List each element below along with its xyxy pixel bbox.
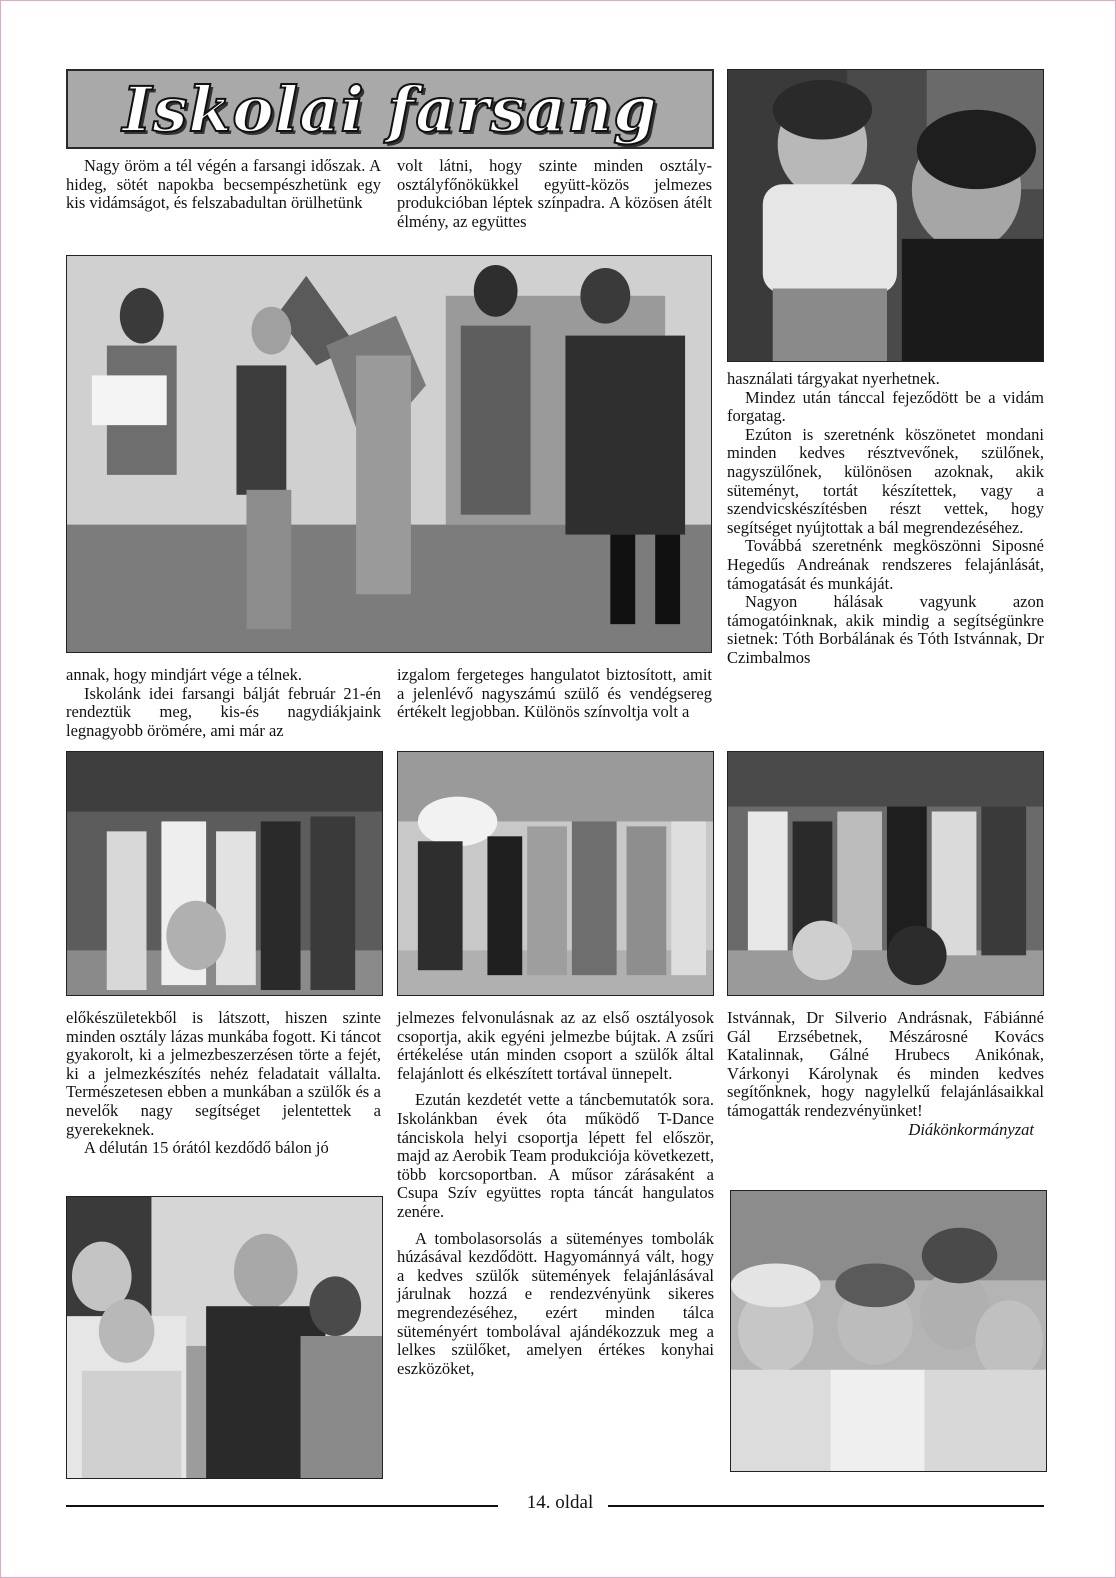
photo-costumed-students-2 xyxy=(397,751,714,996)
paragraph: Nagy öröm a tél végén a farsangi időszak. A hideg, sötét napokba becsempészhetünk egy kis vidámságot, és felszabadultan örülhetünk xyxy=(66,156,381,213)
paragraph: Iskolánk idei farsangi bálját február 21-én rendeztük meg, kis-és nagydiákjaink legnagyobb örömére, ami már az xyxy=(66,683,381,740)
paragraph: izgalom fergeteges hangulatot biztosított, amit a jelenlévő nagyszámú szülő és vendégsereg értékelt legjobban. Különös színvoltja volt a xyxy=(397,665,712,722)
text-block-col2-top xyxy=(397,157,712,231)
signature: Diákönkormányzat xyxy=(908,1119,1034,1139)
page-title: Iskolai farsang xyxy=(122,72,658,146)
page-number: 14. oldal xyxy=(526,1492,594,1513)
text-block-col1-low xyxy=(66,1009,381,1158)
footer-rule-left xyxy=(66,1505,498,1507)
photo-stage-award xyxy=(66,255,712,653)
text-block-col3-upper xyxy=(727,370,1044,668)
text-block-col2-mid xyxy=(397,666,712,722)
photo-costumed-students-1 xyxy=(66,751,383,996)
paragraph: előkészületekből is látszott, hiszen szinte minden osztály lázas munkába fogott. Ki táncot gyakorolt, ki a jelmezbeszerzésen törte a fejét, ki a jelmezkészítés nehéz feladatait vállalta. Természetesen ebben a munkában a szülők és a nevelők nagy segítséget jelentettek a gyerekeknek. xyxy=(66,1008,381,1139)
photo-child-with-grandmother xyxy=(727,69,1044,362)
paragraph: A tombolasorsolás a süteményes tombolák húzásával kezdődött. Hagyománnyá vált, hogy a kedves szülők sütemények felajánlásával járulnak hozzá e rendezvényünk sikeres megrendezéséhez, ezért minden tálca süteményért tombolával ajándékozzuk meg a lelkes szülőket, amelyen értékes konyhai eszközöket, xyxy=(397,1228,714,1378)
footer-rule-right xyxy=(608,1505,1044,1507)
paragraph: Nagyon hálásak vagyunk azon támogatóinknak, akik mindig a segítségünkre sietnek: Tóth Borbálának és Tóth Istvánnak, Dr Czimbalmos xyxy=(727,592,1044,667)
paragraph: Ezúton is szeretnénk köszönetet mondani minden kedves résztvevőnek, szülőnek, nagyszülőnek, különösen azoknak, akik süteményt, tortát készítettek, vagy a szendvicskészítésben részt vettek, hogy segítséget nyújtottak a bál megrendezéséhez. xyxy=(727,424,1044,537)
paragraph: Ezután kezdetét vette a táncbemutatók sora. Iskolánkban évek óta működő T-Dance tánciskola helyi csoportja lépett fel először, majd az Aerobik Team produkciója következett, több korcsoportban. A műsor zárásaként a Csupa Szív együttes ropta táncát hangulatos zenére. xyxy=(397,1090,714,1221)
photo-costumed-students-3 xyxy=(727,751,1044,996)
text-block-col1-mid xyxy=(66,666,381,740)
paragraph: volt látni, hogy szinte minden osztály- osztályfőnökükkel együtt-közös jelmezes produkcióban léptek színpadra. A közösen átélt élmény, az együttes xyxy=(397,156,712,231)
text-block-col1-top xyxy=(66,157,381,213)
paragraph: jelmezes felvonulásnak az az első osztályosok csoportja, akik egyéni jelmezbe bújtak. A zsűri értékelése után minden csoport a szülők által felajánlott és elkészített tortával ünnepelt. xyxy=(397,1008,714,1083)
photo-parents-children xyxy=(66,1196,383,1479)
paragraph: Istvánnak, Dr Silverio Andrásnak, Fábiánné Gál Erzsébetnek, Mészárosné Kovács Katalinnak, Gálné Hrubecs Anikónak, Várkonyi Károlynak és minden kedves segítőnknek, hogy nagylelkű felajánlásaikkal támogatták rendezvényünket! xyxy=(727,1008,1044,1120)
photo-children-costumes-closeup xyxy=(730,1190,1047,1472)
paragraph: A délután 15 órától kezdődő bálon jó xyxy=(84,1138,329,1158)
text-block-col2-low xyxy=(397,1009,714,1378)
paragraph: Mindez után tánccal fejeződött be a vidám forgatag. xyxy=(727,387,1044,426)
title-banner xyxy=(66,69,714,149)
paragraph: annak, hogy mindjárt vége a télnek. xyxy=(66,665,302,684)
paragraph: használati tárgyakat nyerhetnek. xyxy=(727,369,940,388)
paragraph: Továbbá szeretnénk megköszönni Siposné Hegedűs Andreának rendszeres felajánlását, támogatását és munkáját. xyxy=(727,536,1044,593)
text-block-col3-low xyxy=(727,1009,1044,1139)
